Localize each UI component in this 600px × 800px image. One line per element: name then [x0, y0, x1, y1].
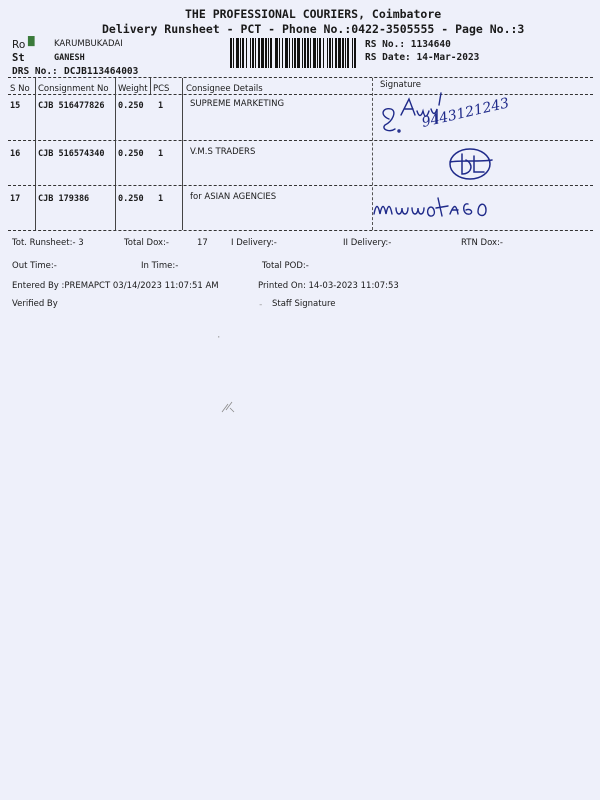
staff-value: GANESH — [54, 53, 85, 63]
delivery-signature — [440, 140, 500, 186]
svg-text:9443121243: 9443121243 — [420, 95, 511, 131]
row-consignment: CJB 516477826 — [38, 101, 105, 111]
col-header-sno: S No — [10, 84, 30, 94]
row-weight: 0.250 — [118, 194, 144, 204]
row-sno: 17 — [10, 194, 21, 204]
table-bottom-rule — [8, 230, 593, 231]
row-consignment: CJB 179386 — [38, 194, 90, 204]
col-divider — [182, 78, 183, 230]
row-weight: 0.250 — [118, 101, 144, 111]
row-weight: 0.250 — [118, 149, 144, 159]
rs-date: RS Date: 14-Mar-2023 — [365, 52, 480, 63]
staff-label: St — [12, 52, 25, 64]
delivery-signature — [370, 190, 500, 226]
rs-number: RS No.: 1134640 — [365, 39, 451, 50]
row-separator — [8, 140, 593, 141]
i-delivery: I Delivery:- — [231, 238, 277, 248]
staff-signature: Staff Signature — [272, 299, 336, 309]
col-divider — [35, 78, 36, 230]
col-header-pcs: PCS — [153, 84, 170, 94]
printed-on: Printed On: 14-03-2023 11:07:53 — [258, 281, 399, 291]
entered-by: Entered By :PREMAPCT 03/14/2023 11:07:51 AM — [12, 281, 219, 291]
scan-mark: · — [216, 333, 222, 343]
row-consignee: for ASIAN AGENCIES — [190, 192, 277, 202]
barcode — [230, 38, 356, 68]
col-header-weight: Weight — [118, 84, 148, 94]
row-consignee: SUPREME MARKETING — [190, 99, 285, 109]
in-time: In Time:- — [141, 261, 179, 271]
col-header-consignment: Consignment No — [38, 84, 109, 94]
drs-value: DCJB113464003 — [64, 66, 139, 77]
scan-mark: - — [258, 300, 264, 310]
row-consignee: V.M.S TRADERS — [190, 147, 256, 157]
rtn-dox: RTN Dox:- — [461, 238, 503, 248]
verified-by: Verified By — [12, 299, 58, 309]
total-dox-label: Total Dox:- — [124, 238, 169, 248]
row-sno: 16 — [10, 149, 21, 159]
row-pcs: 1 — [158, 194, 164, 204]
row-consignment: CJB 516574340 — [38, 149, 105, 159]
col-divider — [150, 78, 151, 94]
out-time: Out Time:- — [12, 261, 57, 271]
col-header-consignee: Consignee Details — [186, 84, 263, 94]
tot-runsheet: Tot. Runsheet:- 3 — [12, 238, 84, 248]
total-dox-value: 17 — [197, 238, 208, 248]
company-heading: THE PROFESSIONAL COURIERS, Coimbatore — [185, 7, 442, 21]
drs-label: DRS No.: — [12, 66, 58, 77]
col-header-signature: Signature — [380, 80, 422, 90]
delivery-signature — [375, 85, 535, 141]
col-divider — [115, 78, 116, 230]
ii-delivery: II Delivery:- — [343, 238, 392, 248]
row-separator — [8, 185, 593, 186]
total-pod: Total POD:- — [262, 261, 309, 271]
table-top-rule — [8, 77, 593, 78]
route-value: KARUMBUKADAI — [54, 39, 123, 49]
route-label: Ro — [12, 39, 26, 51]
runsheet-title: Delivery Runsheet - PCT - Phone No.:0422-3505555 - Page No.:3 — [102, 22, 525, 36]
row-pcs: 1 — [158, 101, 164, 111]
stamp-mark: █ — [28, 37, 35, 47]
row-sno: 15 — [10, 101, 21, 111]
scan-mark — [218, 398, 238, 416]
row-pcs: 1 — [158, 149, 164, 159]
